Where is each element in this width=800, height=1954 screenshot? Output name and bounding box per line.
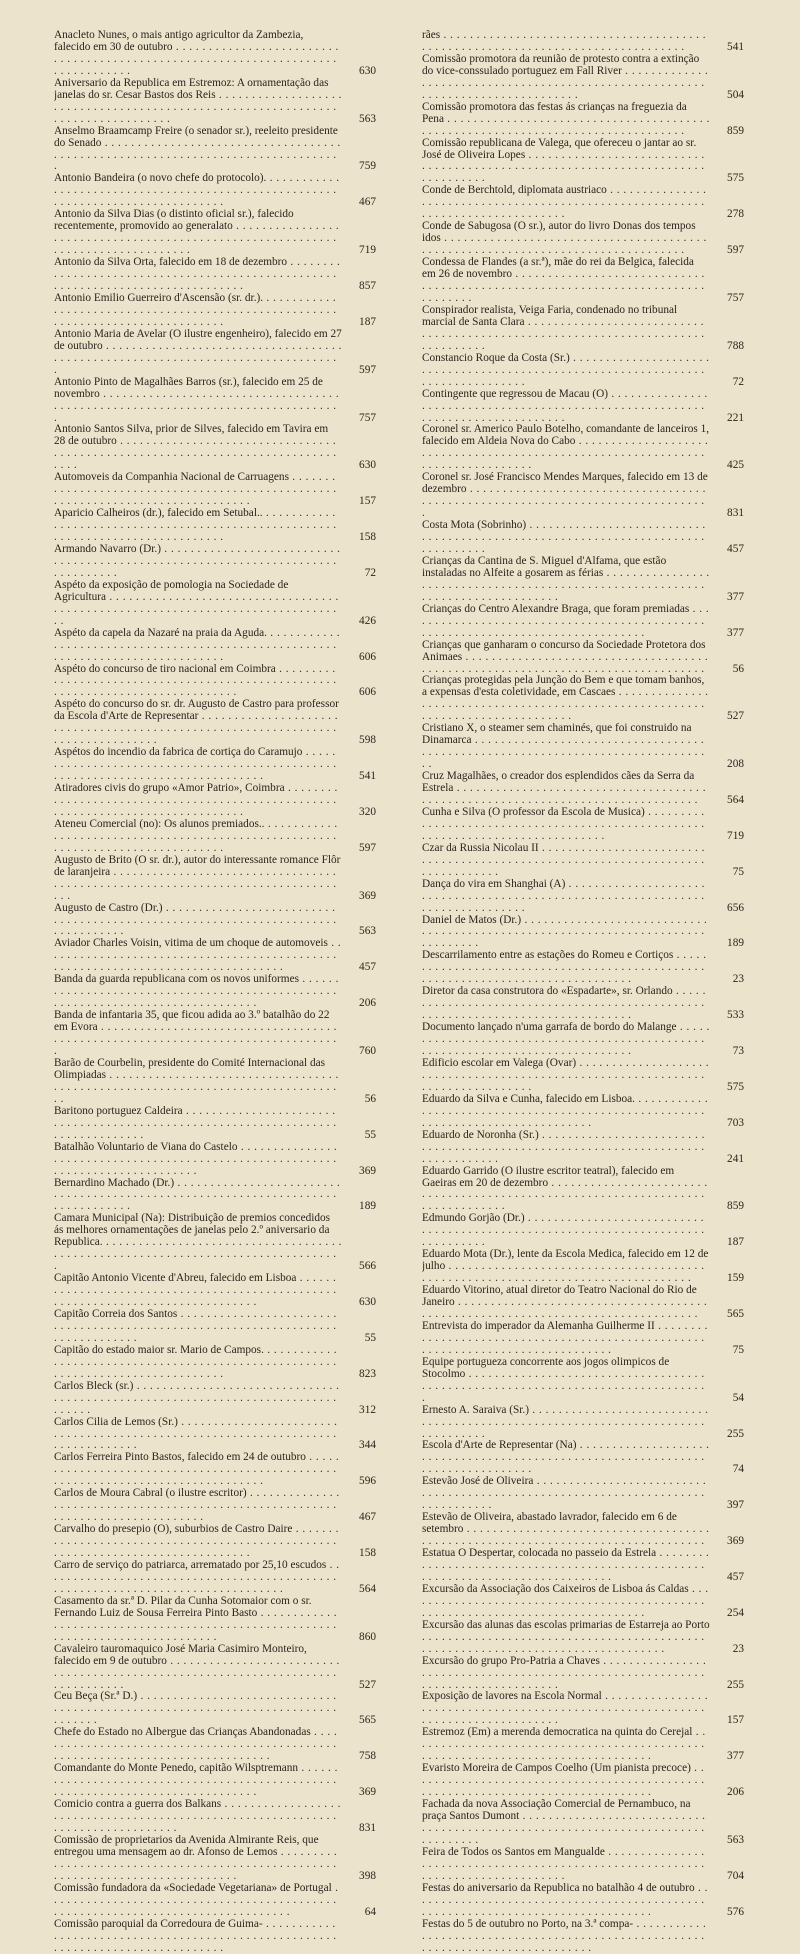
index-entry-page: 158 [342,532,376,544]
index-entry [54,1381,376,1417]
index-entry-text: Camara Municipal (Na): Distribuição de premios concedidos ás melhores ornamentações de janelas pelo 2.º aniversario da Republica. . . . [54,1213,342,1273]
index-entry [422,472,744,520]
index-entry [422,1405,744,1441]
index-entry [422,1763,744,1799]
index-entry [54,173,376,209]
index-entry [54,1309,376,1345]
index-entry-page: 255 [710,1429,744,1441]
index-entry [422,843,744,879]
index-entry [54,1417,376,1453]
index-entry-page: 157 [710,1715,744,1727]
index-entry-text: Constancio Roque da Costa (Sr.) . . . [422,353,710,389]
index-entry-page: 597 [342,843,376,855]
index-entry [54,472,376,508]
index-entry-text: Excursão da Associação dos Caixeiros de Lisboa ás Caldas . . . [422,1584,710,1620]
index-entry-page: 630 [342,1297,376,1309]
index-entry [422,1249,744,1285]
index-entry-text: Banda de infantaria 35, que ficou adida ao 3.º batalhão do 22 em Evora . . . [54,1010,342,1058]
index-entry-text: Comandante do Monte Penedo, capitão Wilsptremann . . . [54,1763,342,1799]
index-entry-text: Dança do vira em Shanghai (A) . . . [422,879,710,915]
index-entry [54,855,376,903]
index-entry-text: Crianças que ganharam o concurso da Sociedade Protetora dos Animaes . . . [422,640,710,676]
index-entry-text: Comissão de proprietarios da Avenida Almirante Reis, que entregou uma mensagem ao dr. Afonso de Lemos . . . [54,1835,342,1883]
index-entry-page: 630 [342,66,376,78]
index-entry-page: 504 [710,90,744,102]
index-entry-page: 527 [342,1680,376,1692]
index-entry-page: 73 [710,1046,744,1058]
index-entry-page: 189 [342,1201,376,1213]
index-entry-text: Aviador Charles Voisin, vitima de um choque de automoveis . . . [54,938,342,974]
index-entry-text: Cunha e Silva (O professor da Escola de Musica) . . . [422,807,710,843]
index-entry [422,950,744,986]
index-entry [54,1213,376,1273]
index-entry-page: 565 [342,1715,376,1727]
index-entry-page: 55 [342,1333,376,1345]
index-entry-text: Conde de Berchtold, diplomata austriaco . . . [422,185,710,221]
index-entry-text: Carlos Cilia de Lemos (Sr.) . . . [54,1417,342,1453]
index-entry-page: 860 [342,1632,376,1644]
index-entry [422,879,744,915]
index-entry-text: Excursão das alunas das escolas primarias de Estarreja ao Porto . . . [422,1620,710,1656]
index-entry-page: 565 [710,1309,744,1321]
index-entry-page: 208 [710,759,744,771]
index-entry [54,1345,376,1381]
index-entry-page: 369 [710,1536,744,1548]
index-entry [422,1166,744,1214]
index-entry [422,221,744,257]
index-entry-text: Eduardo Garrido (O ilustre escritor teatral), falecido em Gaeiras em 20 de dezembro . . . [422,1166,710,1214]
index-entry-text: Comissão promotora das festas ás crianças na freguezia da Pena . . . [422,102,710,138]
index-entry-text: Comissão paroquial da Corredoura de Guima- . . . [54,1919,342,1954]
index-entry [422,1058,744,1094]
index-entry-page: 541 [710,42,744,54]
index-entry [422,1620,744,1656]
index-entry-text: Eduardo Vitorino, atual diretor do Teatro Nacional do Rio de Janeiro . . . [422,1285,710,1321]
index-entry [422,1727,744,1763]
index-entry-text: Aparicio Calheiros (dr.), falecido em Setubal.. . . . [54,508,342,544]
index-entry-page: 630 [342,460,376,472]
index-entry [54,30,376,78]
index-entry-page: 457 [710,1572,744,1584]
index-entry [422,640,744,676]
index-entry-page: 564 [342,1584,376,1596]
index-entry-text: Batalhão Voluntario de Viana do Castelo . . . [54,1142,342,1178]
index-entry [422,1584,744,1620]
index-entry-page: 831 [710,508,744,520]
index-entry-text: Estremoz (Em) a merenda democratica na quinta do Cerejal . . . [422,1727,710,1763]
index-entry-page: 54 [710,1393,744,1405]
index-entry-text: Carlos de Moura Cabral (o ilustre escritor) . . . [54,1488,342,1524]
index-entry [422,424,744,472]
index-entry-page: 823 [342,1369,376,1381]
index-entry-page: 377 [710,1751,744,1763]
index-entry-page: 598 [342,735,376,747]
index-entry [54,78,376,126]
index-entry-text: Condessa de Flandes (a sr.ª), mãe do rei da Belgica, falecida em 26 de novembro . . . [422,257,710,305]
index-entry-page: 55 [342,1130,376,1142]
index-entry-page: 467 [342,1512,376,1524]
index-entry-text: Banda da guarda republicana com os novos uniformes . . . [54,974,342,1010]
index-entry-page: 397 [710,1500,744,1512]
index-entry [54,628,376,664]
index-column-right [422,30,744,1954]
index-entry-page: 74 [710,1464,744,1476]
index-entry-text: Augusto de Brito (O sr. dr.), autor do interessante romance Flôr de laranjeira . . . [54,855,342,903]
index-entry [54,580,376,628]
index-entry [422,389,744,425]
index-entry-text: Automoveis da Companhia Nacional de Carruagens . . . [54,472,342,508]
index-entry-text: Antonio Maria de Avelar (O ilustre engenheiro), falecido em 27 de outubro . . . [54,329,342,377]
index-entry-text: Conspirador realista, Veiga Faria, condenado no tribunal marcial de Santa Clara . . . [422,305,710,353]
index-entry-page: 320 [342,807,376,819]
index-entry-text: Aspéto do concurso do sr. dr. Augusto de Castro para professor da Escola d'Arte de Representar . . . [54,699,342,747]
index-entry [54,377,376,425]
index-entry-page: 255 [710,1680,744,1692]
index-entry-page: 23 [710,1644,744,1656]
index-entry-text: Antonio da Silva Orta, falecido em 18 de dezembro . . . [54,257,342,293]
index-entry [54,1058,376,1106]
index-entry-text: Carro de serviço do patriarca, arrematado por 25,10 escudos . . . [54,1560,342,1596]
index-entry [422,1094,744,1130]
index-entry [54,1799,376,1835]
index-entry [54,257,376,293]
index-entry-text: Antonio Emilio Guerreiro d'Ascensão (sr. dr.). . . . [54,293,342,329]
index-entry-text: Crianças da Cantina de S. Miguel d'Alfama, que estão instaladas no Alfeite a gosarem as férias . . . [422,556,710,604]
index-entry-text: Estevão José de Oliveira . . . [422,1476,710,1512]
index-entry-text: Descarrilamento entre as estações do Romeu e Cortiços . . . [422,950,710,986]
index-entry-text: Cristiano X, o steamer sem chaminés, que foi construido na Dinamarca . . . [422,723,710,771]
index-entry [422,102,744,138]
index-entry-text: Antonio Pinto de Magalhães Barros (sr.), falecido em 25 de novembro . . . [54,377,342,425]
index-entry-text: Equipe portugueza concorrente aos jogos olimpicos de Stocolmo . . . [422,1357,710,1405]
index-entry-text: Costa Mota (Sobrinho) . . . [422,520,710,556]
index-entry-page: 575 [710,1082,744,1094]
index-entry-text: Antonio da Silva Dias (o distinto oficial sr.), falecido recentemente, promovido ao generalato . . . [54,209,342,257]
index-entry [422,1130,744,1166]
index-entry-page: 597 [710,245,744,257]
index-entry-page: 426 [342,616,376,628]
index-entry-page: 606 [342,652,376,664]
index-entry-page: 788 [710,341,744,353]
index-entry [422,353,744,389]
index-entry-text: Festas do 5 de outubro no Porto, na 3.ª compa- . . . [422,1919,710,1954]
index-entry-page: 859 [710,1201,744,1213]
index-entry-text: Barão de Courbelin, presidente do Comité Internacional das Olimpiadas . . . [54,1058,342,1106]
index-entry-page: 457 [710,544,744,556]
index-entry-page: 189 [710,938,744,950]
index-entry [54,1691,376,1727]
index-entry-page: 206 [710,1787,744,1799]
index-entry-text: Anselmo Braamcamp Freire (o senador sr.), reeleito presidente do Senado . . . [54,126,342,174]
index-entry-page: 527 [710,711,744,723]
index-entry-page: 369 [342,1166,376,1178]
index-entry-page: 704 [710,1871,744,1883]
index-entry-page: 206 [342,998,376,1010]
index-entry-page: 278 [710,209,744,221]
index-entry [54,126,376,174]
index-entry [422,1213,744,1249]
index-entry-text: Daniel de Matos (Dr.) . . . [422,915,710,951]
index-entry [422,556,744,604]
index-entry-page: 158 [342,1548,376,1560]
index-entry [422,1022,744,1058]
index-entry [422,915,744,951]
index-column-left [54,30,376,1954]
index-entry-text: Eduardo Mota (Dr.), lente da Escola Medica, falecido em 12 de julho . . . [422,1249,710,1285]
index-entry-text: Crianças protegidas pela Junção do Bem e que tomam banhos, a expensas d'esta coletividade, em Cascaes . . . [422,675,710,723]
index-entry [54,1524,376,1560]
index-entry [54,819,376,855]
index-entry-page: 757 [342,413,376,425]
index-entry-text: Carlos Ferreira Pinto Bastos, falecido em 24 de outubro . . . [54,1452,342,1488]
index-entry [422,986,744,1022]
index-entry-page: 457 [342,962,376,974]
index-entry-text: Casamento da sr.ª D. Pilar da Cunha Sotomaior com o sr. Fernando Luiz de Sousa Ferreira Pinto Basto . . . [54,1596,342,1644]
index-entry-text: Capitão Antonio Vicente d'Abreu, falecido em Lisboa . . . [54,1273,342,1309]
index-entry-page: 187 [342,317,376,329]
index-entry-page: 312 [342,1405,376,1417]
index-entry-text: Crianças do Centro Alexandre Braga, que foram premiadas . . . [422,604,710,640]
index-entry-text: Comissão promotora da reunião de protesto contra a extinção do vice-conssulado portuguez em Fall River . . . [422,54,710,102]
index-entry-text: Conde de Sabugosa (O sr.), autor do livro Donas dos tempos idos . . . [422,221,710,257]
index-entry-text: Capitão do estado maior sr. Mario de Campos. . . . [54,1345,342,1381]
index-entry-text: Capitão Correia dos Santos . . . [54,1309,342,1345]
index-entry [54,1010,376,1058]
index-entry [422,1321,744,1357]
index-entry-text: Documento lançado n'uma garrafa de bordo do Malange . . . [422,1022,710,1058]
index-entry [54,508,376,544]
index-entry-text: Escola d'Arte de Representar (Na) . . . [422,1440,710,1476]
index-entry-text: Atiradores civis do grupo «Amor Patrio», Coimbra . . . [54,783,342,819]
index-entry [422,54,744,102]
index-entry-page: 606 [342,687,376,699]
index-entry-page: 369 [342,1787,376,1799]
index-entry-page: 157 [342,496,376,508]
index-entry [54,1763,376,1799]
index-entry-text: Coronel sr. José Francisco Mendes Marques, falecido em 13 de dezembro . . . [422,472,710,520]
index-entry [422,1656,744,1692]
index-entry [422,1440,744,1476]
index-entry-page: 344 [342,1440,376,1452]
index-entry [422,257,744,305]
index-entry-text: Chefe do Estado no Albergue das Crianças Abandonadas . . . [54,1727,342,1763]
index-entry-text: Coronel sr. Americo Paulo Botelho, comandante de lanceiros 1, falecido em Aldeia Nova do Cabo . . . [422,424,710,472]
index-entry-text: Antonio Bandeira (o novo chefe do protocolo). . . . [54,173,342,209]
index-entry-page: 72 [342,568,376,580]
index-entry [54,974,376,1010]
index-entry-page: 221 [710,413,744,425]
index-entry-text: Feira de Todos os Santos em Mangualde . . . [422,1847,710,1883]
index-entry [54,293,376,329]
index-entry-text: Eduardo da Silva e Cunha, falecido em Lisboa. . . . [422,1094,710,1130]
index-entry-page: 719 [342,245,376,257]
index-entry-page: 703 [710,1118,744,1130]
index-entry-text: Exposição de lavores na Escola Normal . . . [422,1691,710,1727]
index-entry [54,1273,376,1309]
index-entry [422,1799,744,1847]
index-entry [54,424,376,472]
index-entry-page: 857 [342,281,376,293]
index-entry-text: Aspéto da capela da Nazaré na praia da Aguda. . . . [54,628,342,664]
index-entry [54,1596,376,1644]
index-entry [422,138,744,186]
index-entry-page: 656 [710,903,744,915]
index-entry-page: 369 [342,891,376,903]
index-entry-page: 75 [710,867,744,879]
index-entry-text: Armando Navarro (Dr.) . . . [54,544,342,580]
index-entry-text: Edificio escolar em Valega (Ovar) . . . [422,1058,710,1094]
index-entry-text: Aspéto do concurso de tiro nacional em Coimbra . . . [54,664,342,700]
index-entry-text: Augusto de Castro (Dr.) . . . [54,903,342,939]
index-entry-text: Excursão do grupo Pro-Patria a Chaves . . . [422,1656,710,1692]
index-entry [54,1835,376,1883]
index-entry-page: 377 [710,592,744,604]
index-entry-text: Ernesto A. Saraiva (Sr.) . . . [422,1405,710,1441]
index-entry-page: 541 [342,771,376,783]
index-entry [422,675,744,723]
index-entry-text: Contingente que regressou de Macau (O) . . . [422,389,710,425]
index-entry-text: Anacleto Nunes, o mais antigo agricultor da Zambezia, falecido em 30 de outubro . . . [54,30,342,78]
index-entry-text: Comicio contra a guerra dos Balkans . . . [54,1799,342,1835]
index-entry [422,604,744,640]
index-entry-page: 56 [710,664,744,676]
index-entry-text: Antonio Santos Silva, prior de Silves, falecido em Tavira em 28 de outubro . . . [54,424,342,472]
index-entry [422,30,744,54]
index-entry-text: Edmundo Gorjão (Dr.) . . . [422,1213,710,1249]
index-entry-page: 75 [710,1345,744,1357]
index-entry [422,520,744,556]
index-entry-page: 64 [342,1907,376,1919]
index-entry-page: 425 [710,460,744,472]
index-entry-text: Comissão republicana de Valega, que ofereceu o jantar ao sr. José de Oliveira Lopes . . . [422,138,710,186]
index-entry [54,1883,376,1919]
index-entry-page: 187 [710,1237,744,1249]
index-entry-page: 597 [342,365,376,377]
index-entry [54,783,376,819]
index-entry-text: Festas do aniversario da Republica no batalhão 4 de outubro . . . [422,1883,710,1919]
index-entry-text: Eduardo de Noronha (Sr.) . . . [422,1130,710,1166]
index-entry [422,807,744,843]
index-entry-page: 566 [342,1261,376,1273]
index-entry-text: Evaristo Moreira de Campos Coelho (Um pianista precoce) . . . [422,1763,710,1799]
index-entry [422,1548,744,1584]
index-entry [54,1488,376,1524]
index-entry-text: Carvalho do presepio (O), suburbios de Castro Daire . . . [54,1524,342,1560]
index-entry [422,1847,744,1883]
index-entry [422,723,744,771]
index-entry [54,699,376,747]
index-entry-page: 563 [342,926,376,938]
index-entry-text: rães . . . [422,30,710,54]
index-entry-text: Diretor da casa construtora do «Espadarte», sr. Orlando . . . [422,986,710,1022]
index-entry-text: Fachada da nova Associação Comercial de Pernambuco, na praça Santos Dumont . . . [422,1799,710,1847]
index-entry-page: 159 [710,1273,744,1285]
index-entry-page: 576 [710,1907,744,1919]
index-entry-page: 564 [710,795,744,807]
index-entry-text: Ceu Beça (Sr.ª D.) . . . [54,1691,342,1727]
index-entry-text: Aspétos do incendio da fabrica de cortiça do Caramujo . . . [54,747,342,783]
index-entry-text: Carlos Bleck (sr.) . . . [54,1381,342,1417]
index-entry [54,1560,376,1596]
index-entry-page: 760 [342,1046,376,1058]
index-entry [54,1178,376,1214]
index-entry [422,1476,744,1512]
index-entry [422,1285,744,1321]
index-entry-page: 241 [710,1154,744,1166]
index-entry [54,903,376,939]
index-entry-page: 563 [342,114,376,126]
index-entry-text: Ateneu Comercial (no): Os alunos premiados.. . . . [54,819,342,855]
index-entry-text: Aniversario da Republica em Estremoz: A ornamentação das janelas do sr. Cesar Bastos dos Reis . . . [54,78,342,126]
index-entry-text: Bernardino Machado (Dr.) . . . [54,1178,342,1214]
index-entry [54,747,376,783]
index-entry-page: 575 [710,173,744,185]
index-entry [422,1919,744,1954]
index-entry [422,1691,744,1727]
index-entry-text: Cruz Magalhães, o creador dos esplendidos cães da Serra da Estrela . . . [422,771,710,807]
index-entry [422,185,744,221]
index-entry [54,1106,376,1142]
index-entry-text: Czar da Russia Nicolau II . . . [422,843,710,879]
index-entry-page: 467 [342,197,376,209]
index-entry-page: 377 [710,628,744,640]
index-entry [54,1919,376,1954]
index-entry [54,1727,376,1763]
index-entry-page: 859 [710,126,744,138]
index-entry-text: Estatua O Despertar, colocada no passeio da Estrela . . . [422,1548,710,1584]
index-entry-text: Baritono portuguez Caldeira . . . [54,1106,342,1142]
index-entry [54,209,376,257]
index-entry [54,938,376,974]
index-entry-text: Comissão fundadora da «Sociedade Vegetariana» de Portugal . . . [54,1883,342,1919]
index-entry [422,1883,744,1919]
index-entry-text: Aspéto da exposição de pomologia na Sociedade de Agricultura . . . [54,580,342,628]
index-entry-page: 758 [342,1751,376,1763]
index-entry-page: 596 [342,1476,376,1488]
index-entry-text: Estevão de Oliveira, abastado lavrador, falecido em 6 de setembro . . . [422,1512,710,1548]
index-entry [54,1452,376,1488]
index-entry-text: Entrevista do imperador da Alemanha Guilherme II . . . [422,1321,710,1357]
index-entry [54,1142,376,1178]
index-entry-page: 759 [342,161,376,173]
index-entry [54,1644,376,1692]
index-entry-page: 56 [342,1094,376,1106]
index-entry [422,305,744,353]
index-entry [54,544,376,580]
index-entry [54,664,376,700]
index-entry-page: 72 [710,377,744,389]
index-entry [422,771,744,807]
index-entry-page: 23 [710,974,744,986]
index-entry-page: 757 [710,293,744,305]
index-entry-page: 254 [710,1608,744,1620]
index-entry-page: 831 [342,1823,376,1835]
index-entry [422,1512,744,1548]
index-entry-text: Cavaleiro tauromaquico José Maria Casimiro Monteiro, falecido em 9 de outubro . . . [54,1644,342,1692]
index-entry [422,1357,744,1405]
index-entry [54,329,376,377]
index-entry-page: 563 [710,1835,744,1847]
index-entry-page: 398 [342,1871,376,1883]
index-entry-page: 719 [710,831,744,843]
index-entry-page: 533 [710,1010,744,1022]
